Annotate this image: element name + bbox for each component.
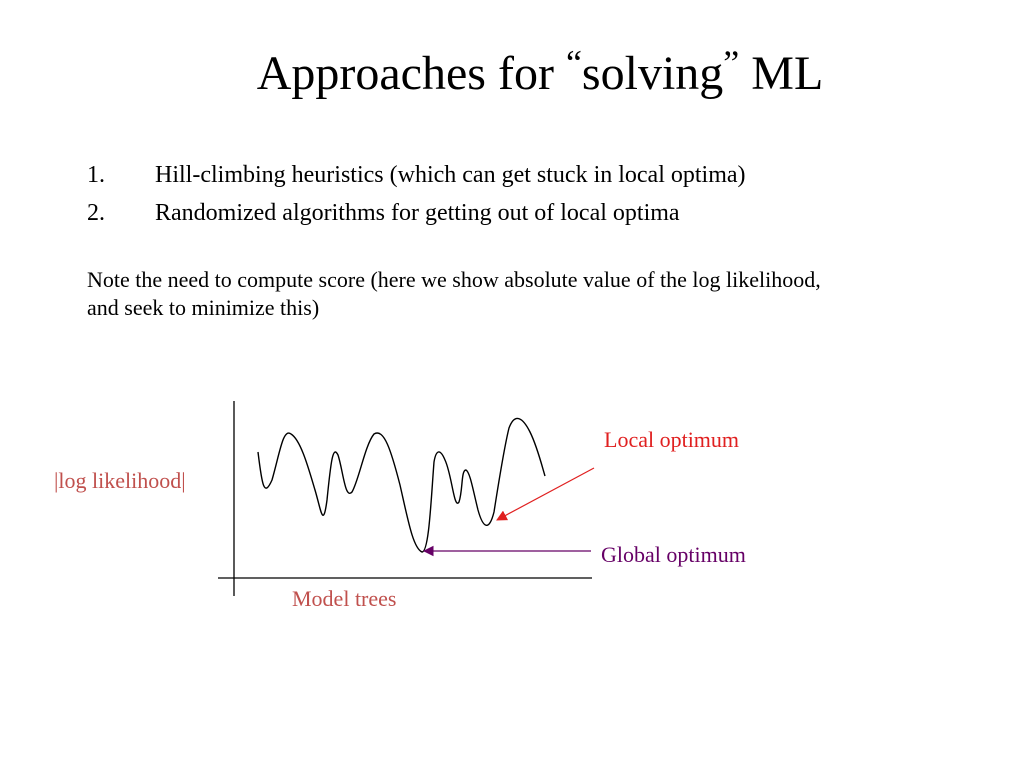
open-quote: “ — [565, 43, 582, 83]
title-word: solving — [581, 47, 724, 100]
title-after: ML — [739, 47, 824, 100]
score-note: Note the need to compute score (here we show absolute value of the log likelihood, and seek to minimize this) — [87, 267, 821, 320]
list-item-text: Randomized algorithms for getting out of local optima — [155, 200, 680, 226]
score-curve — [258, 418, 545, 552]
title-before: Approaches for — [256, 47, 566, 100]
x-axis-label: Model trees — [292, 586, 397, 611]
local-optimum-label: Local optimum — [604, 427, 740, 452]
list-item-number: 1. — [87, 162, 105, 188]
list-item-text: Hill-climbing heuristics (which can get stuck in local optima) — [155, 162, 746, 188]
global-optimum-label: Global optimum — [601, 542, 746, 567]
list-item-number: 2. — [87, 200, 105, 226]
close-quote: ” — [723, 43, 740, 83]
y-axis-label: |log likelihood| — [54, 468, 186, 493]
